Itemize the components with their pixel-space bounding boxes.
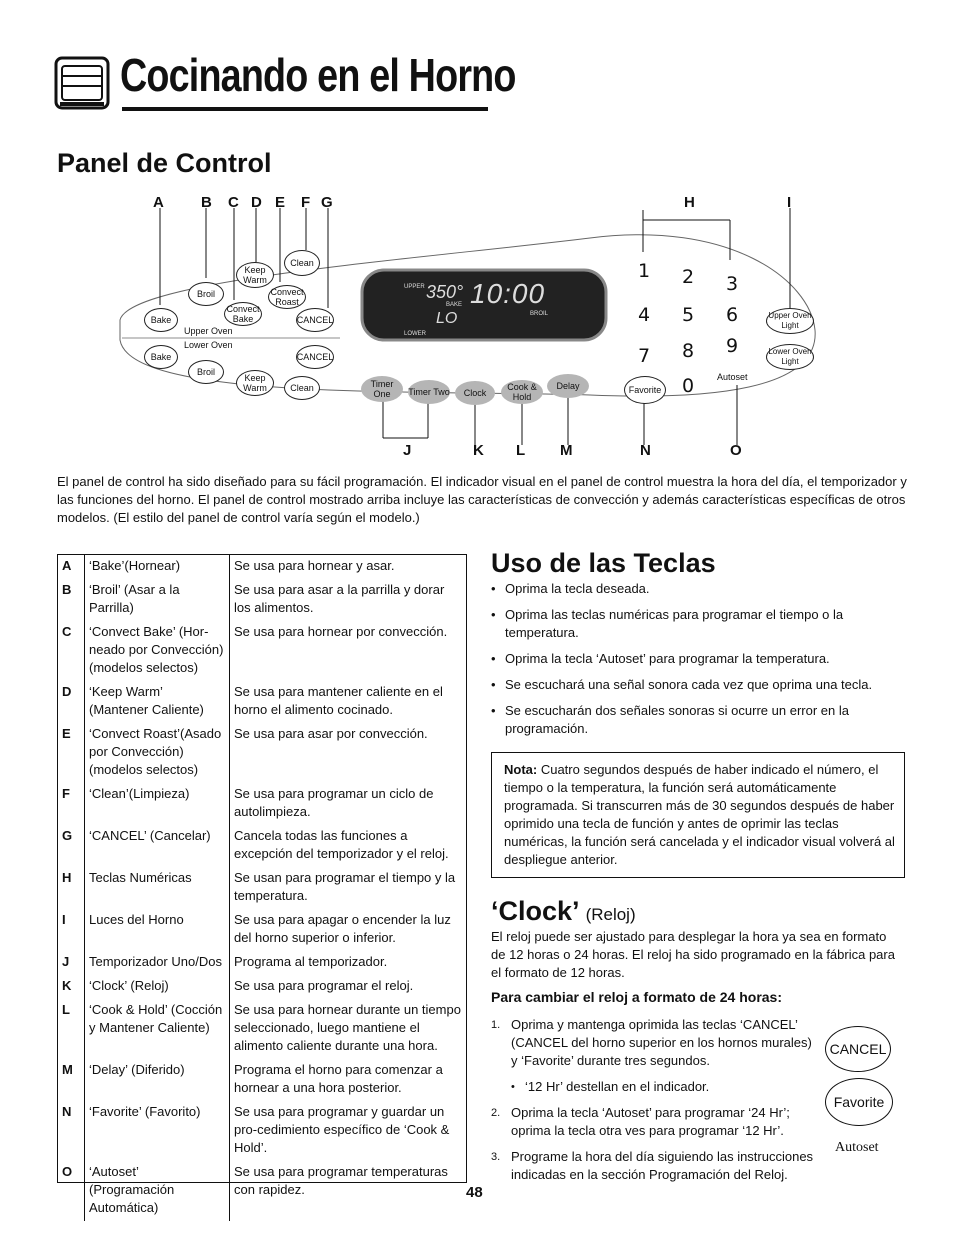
section-heading-clock xyxy=(491,896,636,927)
list-item: • Oprima la tecla deseada. xyxy=(491,580,891,598)
row-letter: N xyxy=(58,1101,85,1161)
display-lo: LO xyxy=(436,310,458,327)
step-item: 1. Oprima y mantenga oprimida las teclas ‘CANCEL’ (CANCEL del horno superior en los hornos murales) y ‘Favorite’ durante tres segundos. xyxy=(491,1017,812,1068)
row-description: Se usa para hornear y asar. xyxy=(234,558,395,573)
label-f: F xyxy=(301,194,311,211)
table-row xyxy=(58,681,466,723)
clock-steps xyxy=(491,1016,821,1192)
row-letter: O xyxy=(58,1161,85,1221)
label-e: E xyxy=(275,194,286,211)
label-d: D xyxy=(251,194,262,211)
label-o: O xyxy=(730,442,742,459)
timer-two-key[interactable]: Timer Two xyxy=(408,380,450,404)
label-k: K xyxy=(473,442,484,459)
num-1[interactable]: 1 xyxy=(638,260,651,282)
table-row xyxy=(58,975,466,999)
table-row xyxy=(58,825,466,867)
row-letter: H xyxy=(58,867,85,909)
lower-bake-key[interactable]: Bake xyxy=(144,345,178,369)
upper-convect-roast-key[interactable]: Convect Roast xyxy=(268,285,306,309)
note-label: Nota: xyxy=(504,762,538,777)
clock-subtitle: (Reloj) xyxy=(585,905,636,924)
row-letter: A xyxy=(58,555,85,579)
upper-bake-key[interactable]: Bake xyxy=(144,308,178,332)
lower-cancel-key[interactable]: CANCEL xyxy=(296,345,334,369)
row-description: Programa el horno para comenzar a hornear a una hora posterior. xyxy=(234,1062,443,1095)
upper-cancel-key[interactable]: CANCEL xyxy=(296,308,334,332)
row-letter: G xyxy=(58,825,85,867)
lower-broil-key[interactable]: Broil xyxy=(188,360,224,384)
row-letter: B xyxy=(58,579,85,621)
row-description: Se usa para programar un ciclo de autolimpieza. xyxy=(234,786,434,819)
note-box xyxy=(491,752,905,878)
cancel-key-illustration: CANCEL xyxy=(825,1026,891,1072)
row-key-name: ‘Cook & Hold’ (Cocción y Mantener Caliente) xyxy=(85,999,230,1059)
uso-list xyxy=(491,580,891,746)
table-row xyxy=(58,867,466,909)
label-b: B xyxy=(201,194,212,211)
section-heading-uso: Uso de las Teclas xyxy=(491,548,716,578)
display-time: 10:00 xyxy=(470,278,546,309)
row-description: Se usa para hornear durante un tiempo seleccionado, luego mantiene el alimento caliente durante una hora. xyxy=(234,1002,461,1053)
table-row xyxy=(58,951,466,975)
row-key-name: ‘Bake’(Hornear) xyxy=(85,555,230,579)
cook-hold-key[interactable]: Cook & Hold xyxy=(501,380,543,404)
row-description: Se usan para programar el tiempo y la temperatura. xyxy=(234,870,456,903)
num-6[interactable]: 6 xyxy=(726,304,739,326)
row-key-name: ‘Convect Roast’(Asado por Convección) (modelos selectos) xyxy=(85,723,230,783)
row-description: Se usa para asar a la parrilla y dorar los alimentos. xyxy=(234,582,445,615)
row-letter: J xyxy=(58,951,85,975)
num-9[interactable]: 9 xyxy=(726,335,739,357)
label-m: M xyxy=(560,442,573,459)
display-bake: BAKE xyxy=(446,302,463,308)
table-row xyxy=(58,579,466,621)
step-item: 3. Programe la hora del día siguiendo las instrucciones indicadas en la sección Programación del Reloj. xyxy=(491,1149,814,1182)
row-key-name: ‘CANCEL’ (Cancelar) xyxy=(85,825,230,867)
label-a: A xyxy=(153,194,164,211)
key-table xyxy=(57,554,467,1215)
table-row xyxy=(58,909,466,951)
timer-one-key[interactable]: Timer One xyxy=(361,376,403,402)
upper-oven-light-key[interactable]: Upper Oven Light xyxy=(766,308,814,334)
upper-broil-key[interactable]: Broil xyxy=(188,282,224,306)
lower-oven-label: Lower Oven xyxy=(184,340,233,350)
row-key-name: ‘Keep Warm’ (Mantener Caliente) xyxy=(85,681,230,723)
row-key-name: Teclas Numéricas xyxy=(85,867,230,909)
label-i: I xyxy=(787,194,792,211)
row-description: Se usa para apagar o encender la luz del horno superior o inferior. xyxy=(234,912,451,945)
num-0[interactable]: 0 xyxy=(682,375,695,397)
row-description: Se usa para asar por convección. xyxy=(234,726,428,741)
display-temp: 350° xyxy=(426,282,464,302)
num-5[interactable]: 5 xyxy=(682,304,695,326)
favorite-key[interactable]: Favorite xyxy=(624,376,666,404)
label-n: N xyxy=(640,442,651,459)
row-letter: D xyxy=(58,681,85,723)
num-3[interactable]: 3 xyxy=(726,273,739,295)
table-row xyxy=(58,1059,466,1101)
display-lower: LOWER xyxy=(404,331,427,337)
row-key-name: Luces del Horno xyxy=(85,909,230,951)
favorite-key-illustration: Favorite xyxy=(825,1078,893,1126)
upper-convect-bake-key[interactable]: Convect Bake xyxy=(224,302,262,326)
lower-keep-warm-key[interactable]: Keep Warm xyxy=(236,370,274,396)
title-rule xyxy=(122,107,488,111)
list-item: • Se escuchará una señal sonora cada vez que oprima una tecla. xyxy=(491,676,891,694)
control-panel-diagram xyxy=(110,190,830,470)
row-description: Se usa para programar temperaturas con rapidez. xyxy=(234,1164,448,1197)
row-key-name: ‘Clean’(Limpieza) xyxy=(85,783,230,825)
row-key-name: Temporizador Uno/Dos xyxy=(85,951,230,975)
row-key-name: ‘Clock’ (Reloj) xyxy=(85,975,230,999)
list-item: • Oprima las teclas numéricas para programar el tiempo o la temperatura. xyxy=(491,606,891,642)
note-text: Cuatro segundos después de haber indicado el número, el tiempo o la temperatura, la función será automáticamente programada. Si transcurren más de 30 segundos después de haber oprimido una tecla de función y antes de oprimir las teclas numéricas, la función será cancelada y el indicador visual volverá al despliegue anterior. xyxy=(504,762,895,867)
row-description: Se usa para programar el reloj. xyxy=(234,978,414,993)
lower-oven-light-key[interactable]: Lower Oven Light xyxy=(766,344,814,370)
clock-title: ‘Clock’ xyxy=(491,896,579,926)
row-key-name: ‘Autoset’ (Programación Automática) xyxy=(85,1161,230,1221)
upper-keep-warm-key[interactable]: Keep Warm xyxy=(236,262,274,288)
row-description: Cancela todas las funciones a excepción del temporizador y el reloj. xyxy=(234,828,449,861)
step-item: • ‘12 Hr’ destellan en el indicador. xyxy=(511,1079,710,1094)
row-letter: E xyxy=(58,723,85,783)
list-item: • Se escucharán dos señales sonoras si ocurre un error en la programación. xyxy=(491,702,891,738)
row-key-name: ‘Favorite’ (Favorito) xyxy=(85,1101,230,1161)
label-g: G xyxy=(321,194,333,211)
display-upper: UPPER xyxy=(404,284,425,290)
row-description: Programa al temporizador. xyxy=(234,954,388,969)
row-description: Se usa para programar y guardar un pro-cedimiento específico de ‘Cook & Hold’. xyxy=(234,1104,450,1155)
lower-clean-key[interactable]: Clean xyxy=(284,376,320,400)
table-row xyxy=(58,1101,466,1161)
label-h: H xyxy=(684,194,695,211)
row-letter: C xyxy=(58,621,85,681)
table-row xyxy=(58,621,466,681)
row-description: Se usa para hornear por convección. xyxy=(234,624,448,639)
row-key-name: ‘Delay’ (Diferido) xyxy=(85,1059,230,1101)
row-letter: L xyxy=(58,999,85,1059)
page-number: 48 xyxy=(466,1184,483,1201)
label-j: J xyxy=(403,442,412,459)
table-row xyxy=(58,1161,466,1221)
num-2[interactable]: 2 xyxy=(682,266,695,288)
upper-clean-key[interactable]: Clean xyxy=(284,250,320,276)
table-row xyxy=(58,555,466,579)
display-broil: BROIL xyxy=(530,311,549,317)
list-item: • Oprima la tecla ‘Autoset’ para programar la temperatura. xyxy=(491,650,891,668)
clock-sub-heading: Para cambiar el reloj a formato de 24 horas: xyxy=(491,989,783,1005)
num-8[interactable]: 8 xyxy=(682,340,695,362)
row-letter: I xyxy=(58,909,85,951)
clock-paragraph: El reloj puede ser ajustado para desplegar la hora ya sea en formato de 12 horas o 24 horas. El reloj ha sido programado en la fábrica para el formato de 12 horas. xyxy=(491,929,895,980)
table-row xyxy=(58,783,466,825)
page-title: Cocinando en el Horno xyxy=(120,49,516,101)
step-item: 2. Oprima la tecla ‘Autoset’ para programar ‘24 Hr’; oprima la tecla otra ves para programar ‘12 Hr’. xyxy=(491,1105,790,1138)
clock-key[interactable]: Clock xyxy=(455,381,495,405)
oven-icon xyxy=(54,56,110,110)
row-letter: K xyxy=(58,975,85,999)
autoset-key[interactable]: Autoset xyxy=(717,372,748,382)
row-description: Se usa para mantener caliente en el horno el alimento cocinado. xyxy=(234,684,443,717)
autoset-key-illustration: Autoset xyxy=(835,1140,879,1155)
delay-key[interactable]: Delay xyxy=(547,374,589,398)
label-c: C xyxy=(228,194,239,211)
row-letter: F xyxy=(58,783,85,825)
table-row xyxy=(58,723,466,783)
table-row xyxy=(58,999,466,1059)
row-key-name: ‘Broil’ (Asar a la Parrilla) xyxy=(85,579,230,621)
row-letter: M xyxy=(58,1059,85,1101)
num-4[interactable]: 4 xyxy=(638,304,651,326)
row-key-name: ‘Convect Bake’ (Hor-neado por Convección) (modelos selectos) xyxy=(85,621,230,681)
label-l: L xyxy=(516,442,526,459)
upper-oven-label: Upper Oven xyxy=(184,326,233,336)
intro-paragraph: El panel de control ha sido diseñado para su fácil programación. El indicador visual en el panel de control muestra la hora del día, el temporizador y las funciones del horno. El panel de control mostrado arriba incluye las características de convección y además características específicas de otros modelos. (El estilo del panel de control varía según el modelo.) xyxy=(57,474,907,525)
section-heading-panel: Panel de Control xyxy=(57,148,272,178)
num-7[interactable]: 7 xyxy=(638,345,651,367)
